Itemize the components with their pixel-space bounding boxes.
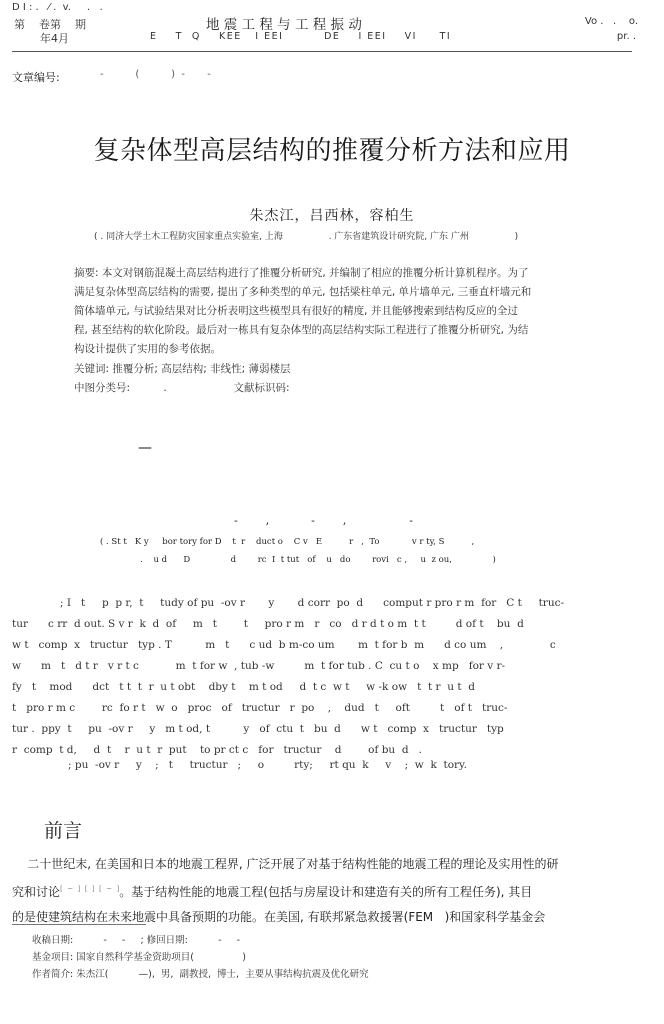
abstract-en-line: t pro r m c rc fo r t w o proc of tructur r po , dud t oft t of t truc- bbox=[12, 702, 508, 714]
abstract-en-line: w m t d t r v r t c m t for w , tub -w m t for tub . C cu t o x mp for v r- bbox=[12, 660, 506, 672]
keywords-cn: 关键词: 推覆分析; 高层结构; 非线性; 薄弱楼层 bbox=[74, 363, 291, 375]
article-no-label: 文章编号: bbox=[12, 71, 60, 84]
english-title: — bbox=[138, 440, 152, 456]
section-heading: 前言 bbox=[44, 820, 83, 842]
header-rule bbox=[12, 51, 632, 52]
body-line-part: 究和讨论 bbox=[12, 885, 61, 899]
body-line: 的是使建筑结构在未来地震中具备预期的功能。在美国, 有联邦紧急救援署(FEM )和国家科学基金会 bbox=[12, 910, 546, 924]
volume-right: Vo . . o. bbox=[584, 16, 638, 27]
footnote-received: 收稿日期: - - ; 修回日期: - - bbox=[32, 935, 241, 946]
journal-title-cn: 地 震 工 程 与 工 程 振 动 bbox=[206, 17, 362, 33]
affiliation-en-1: ( . St t K y bor tory for D t r duct o C v E r , To v r ty, S , bbox=[100, 537, 475, 547]
page-title: 复杂体型高层结构的推覆分析方法和应用 bbox=[93, 136, 571, 166]
abstract-en-line: ; I t p p r, t tudy of pu -ov r y d corr po d comput r pro r m for C t truc- bbox=[60, 597, 565, 609]
abstract-line: 程, 甚至结构的软化阶段。最后对一栋具有复杂体型的高层结构实际工程进行了推覆分析研究, 为结 bbox=[74, 324, 529, 336]
keywords-en: ; pu -ov r y ; t tructur ; o rty; rt qu k v ; w k tory. bbox=[68, 759, 467, 771]
body-text bbox=[12, 852, 642, 930]
abstract-line: 构设计提供了实用的参考依据。 bbox=[74, 343, 221, 355]
article-no-value: - ( ) - - bbox=[100, 69, 211, 80]
authors-en: - , - , - bbox=[234, 514, 413, 527]
affiliation-en-2: . u d D d rc I t tut of u do rovi c , u z ou, ) bbox=[140, 555, 496, 565]
abstract-en-line: r comp t d, d t r u t r put to pr ct c for tructur d of bu d . bbox=[12, 744, 422, 756]
abstract-en-line: w t comp x tructur typ . T m t c ud b m-co um m t for b m d co um , c bbox=[12, 639, 556, 651]
abstract-en-line: fy t mod dct t t t r u t obt dby t m t od d t c w t w -k ow t t r u t d bbox=[12, 681, 475, 693]
body-line bbox=[12, 877, 642, 905]
abstract-en-line: tur c rr d out. S v r k d of m t t pro r m r co d r d t o m t t d of t bu d bbox=[12, 618, 524, 630]
abstract-line: 摘要: 本文对钢筋混凝土高层结构进行了推覆分析研究, 并编制了相应的推覆分析计算机程序。为了 bbox=[74, 267, 529, 279]
doi-line: D I : . ⁄ . v. . . bbox=[12, 2, 103, 13]
journal-title-en: E T Q KEE I EEI DE I EEI VI TI bbox=[150, 31, 452, 42]
abstract-en bbox=[12, 593, 642, 761]
issue-date: 年4月 bbox=[40, 32, 69, 45]
abstract-en-line: tur . ppy t pu -ov r y m t od, t y of ctu t bu d w t comp x tructur typ bbox=[12, 723, 504, 735]
body-line-part: 。基于结构性能的地震工程(包括与房屋设计和建造有关的所有工程任务), 其目 bbox=[119, 885, 533, 899]
abstract-line: 满足复杂体型高层结构的需要, 提出了多种类型的单元, 包括梁柱单元, 单片墙单元, 三垂直杆墙元和 bbox=[74, 286, 532, 298]
abstract-cn bbox=[74, 264, 594, 359]
abstract-line: 简体墙单元, 与试验结果对比分析表明这些模型具有很好的精度, 并且能够搜索到结构反应的全过 bbox=[74, 305, 518, 317]
footnote-fund: 基金项目: 国家自然科学基金资助项目( ) bbox=[32, 952, 246, 963]
affiliation-cn: ( . 同济大学土木工程防灾国家重点实验室, 上海 . 广东省建筑设计研究院, 广东 广州 ) bbox=[94, 232, 519, 242]
authors-cn: 朱杰江，吕西林，容柏生 bbox=[249, 208, 415, 224]
body-line: 二十世纪末, 在美国和日本的地震工程界, 广泛开展了对基于结构性能的地震工程的理论及实用性的研 bbox=[12, 857, 559, 871]
footnote-author: 作者简介: 朱杰江( —), 男, 副教授, 博士, 主要从事结构抗震及优化研究 bbox=[32, 969, 369, 980]
footnote-rule bbox=[12, 924, 146, 925]
issue-left: 第 卷第 期 bbox=[14, 18, 86, 31]
classification-cn: 中图分类号: . 文献标识码: bbox=[74, 382, 290, 394]
citation-marks: [ ~ ] [ ] [ ~ ] bbox=[60, 885, 120, 893]
pages-right: pr. . bbox=[616, 31, 636, 42]
